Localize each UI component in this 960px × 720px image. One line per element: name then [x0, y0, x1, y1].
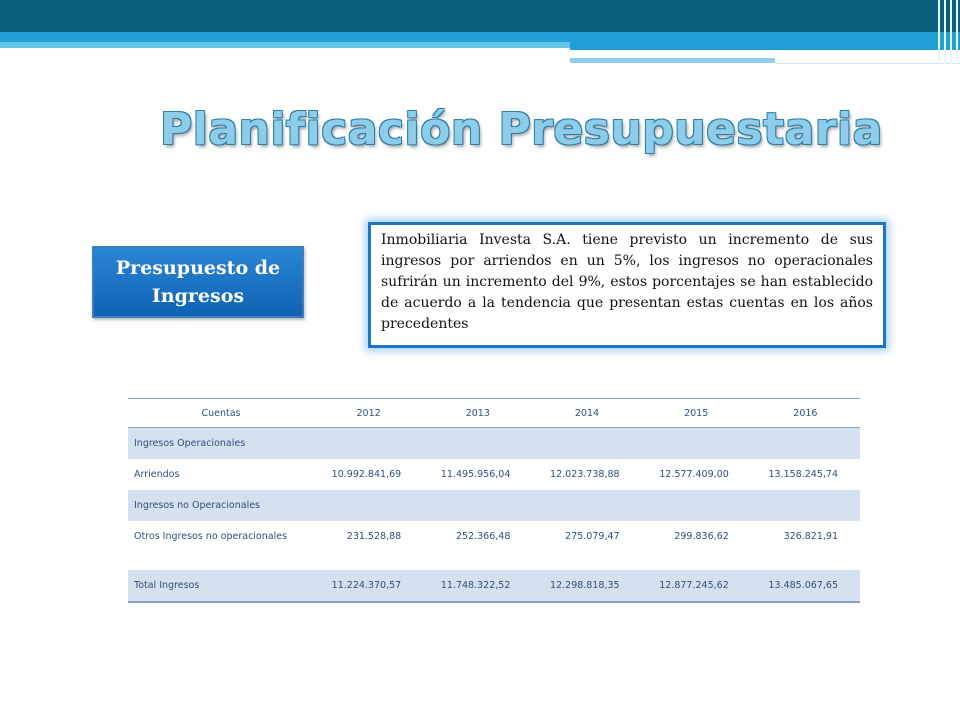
corner-stripes	[934, 0, 960, 64]
section-label-box	[92, 246, 304, 318]
row-label: Otros Ingresos no operacionales	[134, 531, 288, 542]
top-line	[570, 58, 775, 63]
table-cell: 10.992.841,69	[331, 469, 402, 480]
table-cell: 12.877.245,62	[642, 570, 751, 602]
table-header-row	[128, 399, 860, 428]
table-cell: 11.224.370,57	[314, 570, 423, 602]
top-line	[570, 50, 890, 53]
table-cell: 231.528,88	[346, 531, 402, 542]
top-line	[775, 63, 960, 64]
column-header: 2016	[751, 399, 860, 428]
table-row	[128, 521, 860, 552]
row-label: Total Ingresos	[128, 570, 314, 602]
row-label: Arriendos	[134, 469, 180, 480]
table-cell: 12.023.738,88	[550, 469, 620, 480]
column-header: 2015	[642, 399, 751, 428]
table-row	[128, 459, 860, 490]
table-cell: 12.298.818,35	[532, 570, 641, 602]
table-cell: 326.821,91	[783, 531, 838, 542]
table-cell	[642, 490, 751, 521]
table-cell: 13.485.067,65	[751, 570, 860, 602]
table-cell: 252.366,48	[455, 531, 511, 542]
top-bar-light	[0, 42, 570, 48]
table-cell: 11.748.322,52	[423, 570, 532, 602]
table-cell: 275.079,47	[565, 531, 620, 542]
section-label: Presupuesto de Ingresos	[115, 257, 281, 307]
table-cell	[642, 428, 751, 460]
table-row	[128, 490, 860, 521]
column-header: Cuentas	[128, 399, 314, 428]
table-cell	[532, 428, 641, 460]
table-cell	[751, 490, 860, 521]
table-cell: 299.836,62	[674, 531, 729, 542]
table-cell	[423, 428, 532, 460]
top-bar-right	[570, 42, 960, 50]
column-header: 2014	[532, 399, 641, 428]
column-header: 2012	[314, 399, 423, 428]
budget-table	[128, 398, 860, 603]
top-bar-dark	[0, 0, 960, 32]
table-cell	[751, 428, 860, 460]
table-cell: 13.158.245,74	[768, 469, 838, 480]
description-text: Inmobiliaria Investa S.A. tiene previsto un incremento de sus ingresos por arriendos en un 5%, los ingresos no operacionales sufrirán un incremento del 9%, estos porcentajes se han establecido de acuerdo a la tendencia que presentan estas cuentas en los años precedentes	[381, 232, 873, 332]
row-label: Ingresos no Operacionales	[128, 490, 314, 521]
table-cell: 12.577.409,00	[659, 469, 729, 480]
table-cell	[314, 428, 423, 460]
table-cell: 11.495.956,04	[440, 469, 511, 480]
table-cell	[423, 490, 532, 521]
table-row	[128, 570, 860, 602]
table-spacer-row	[128, 552, 860, 570]
table-row	[128, 428, 860, 460]
description-box	[368, 222, 886, 348]
column-header: 2013	[423, 399, 532, 428]
top-bar-accent	[0, 32, 960, 42]
table-cell	[314, 490, 423, 521]
slide-title: Planificación Presupuestaria	[160, 104, 883, 155]
row-label: Ingresos Operacionales	[128, 428, 314, 460]
table-cell	[532, 490, 641, 521]
